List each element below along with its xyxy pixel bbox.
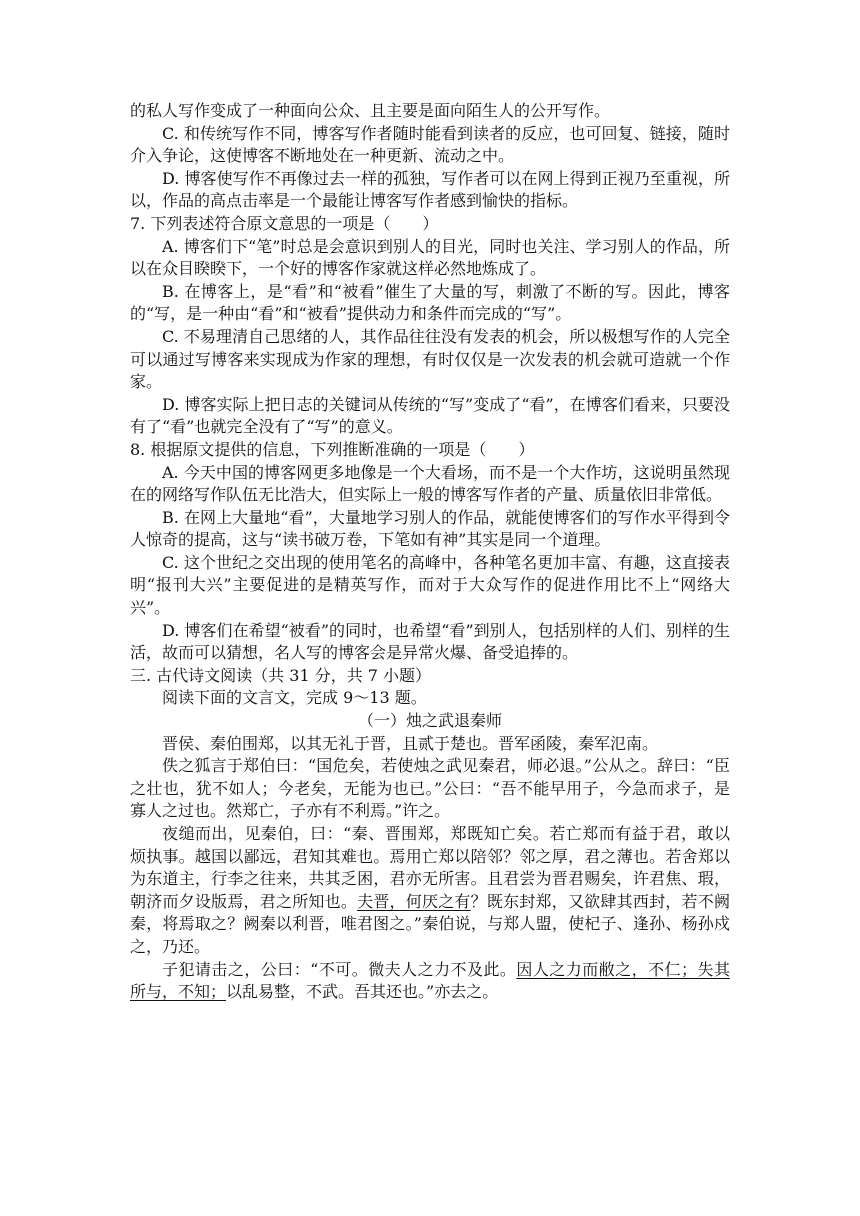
question-7-option-c: C. 不易理清自己思绪的人，其作品往往没有发表的机会，所以极想写作的人完全可以通过写博客来实现成为作家的理想，有时仅仅是一次发表的机会就可造就一个作家。 xyxy=(130,326,730,392)
question-7: 7. 下列表述符合原文意思的一项是（ ） xyxy=(130,213,439,233)
question-8-option-a: A. 今天中国的博客网更多地像是一个大看场，而不是一个大作坊，这说明虽然现在的网络写作队伍无比浩大，但实际上一般的博客写作者的产量、质量依旧非常低。 xyxy=(130,462,730,505)
question-8: 8. 根据原文提供的信息，下列推断准确的一项是（ ） xyxy=(130,439,535,459)
question-8-option-d: D. 博客们在希望“被看”的同时，也希望“看”到别人，包括别样的人们、别样的生活，故而可以猜想，名人写的博客会是异常火爆、备受追捧的。 xyxy=(130,620,730,663)
passage-text: ？既东封郑，又欲肆其西封，若不阙秦，将焉取之？阙秦以利晋，唯君图之。”秦伯说，与郑人盟，使杞子、逢孙、杨孙戍之，乃还。 xyxy=(130,891,730,956)
underlined-sentence: 因人之力而敝之，不仁；失其所与，不知； xyxy=(130,959,730,1002)
passage-text: 子犯请击之，公曰：“不可。微夫人之力不及此。 xyxy=(162,959,517,979)
document-page xyxy=(130,100,730,1004)
passage-paragraph-4 xyxy=(130,959,730,1004)
question-7-option-a: A. 博客们下“笔”时总是会意识到别人的目光，同时也关注、学习别人的作品，所以在众目睽睽下，一个好的博客作家就这样必然地炼成了。 xyxy=(130,236,730,279)
question-7-option-d: D. 博客实际上把日志的关键词从传统的“写”变成了“看”，在博客们看来，只要没有了“看”也就完全没有了“写”的意义。 xyxy=(130,394,730,437)
underlined-sentence: 夫晋，何厌之有 xyxy=(357,891,471,911)
passage-text: 夜缒而出，见秦伯，曰：“秦、晋围郑，郑既知亡矣。若亡郑而有益于君，敢以烦执事。越国以鄙远，君知其难也。焉用亡郑以陪邻？邻之厚，君之薄也。若舍郑以为东道主，行李之往来，共其乏困，君亦无所害。且君尝为晋君赐矣，许君焦、瑕，朝济而夕设版焉，君之所知也。 xyxy=(130,824,730,911)
passage-text: 以乱易整，不武。吾其还也。”亦去之。 xyxy=(226,982,499,1002)
question-7-option-b: B. 在博客上，是“看”和“被看”催生了大量的写，刺激了不断的写。因此，博客的“写，是一种由“看”和“被看”提供动力和条件而完成的“写”。 xyxy=(130,281,730,324)
passage-title: （一）烛之武退秦师 xyxy=(357,711,502,731)
passage-paragraph-1: 晋侯、秦伯围郑，以其无礼于晋，且贰于楚也。晋军函陵，秦军氾南。 xyxy=(162,733,659,753)
paragraph: 的私人写作变成了一种面向公众、且主要是面向陌生人的公开写作。 xyxy=(130,101,611,120)
passage-paragraph-2: 佚之狐言于郑伯曰：“国危矣，若使烛之武见秦君，师必退。”公从之。辞曰：“臣之壮也，犹不如人；今老矣，无能为也已。”公曰：“吾不能早用子，今急而求子，是寡人之过也。然郑亡，子亦有不利焉。”许之。 xyxy=(130,756,730,821)
question-8-option-b: B. 在网上大量地“看”，大量地学习别人的作品，就能使博客们的写作水平得到令人惊奇的提高，这与“读书破万卷，下笔如有神”其实是同一个道理。 xyxy=(130,507,730,550)
section-heading: 三. 古代诗文阅读（共 31 分，共 7 小题） xyxy=(130,665,432,685)
passage-paragraph-3 xyxy=(130,823,730,959)
section-instruction: 阅读下面的文言文，完成 9～13 题。 xyxy=(162,688,427,708)
option-c: C. 和传统写作不同，博客写作者随时能看到读者的反应，也可回复、链接，随时介入争论，这使博客不断地处在一种更新、流动之中。 xyxy=(130,123,730,166)
option-d: D. 博客使写作不再像过去一样的孤独，写作者可以在网上得到正视乃至重视，所以，作品的高点击率是一个最能让博客写作者感到愉快的指标。 xyxy=(130,168,730,211)
question-8-option-c: C. 这个世纪之交出现的使用笔名的高峰中，各种笔名更加丰富、有趣，这直接表明“报刊大兴”主要促进的是精英写作，而对于大众写作的促进作用比不上“网络大兴”。 xyxy=(130,552,730,618)
